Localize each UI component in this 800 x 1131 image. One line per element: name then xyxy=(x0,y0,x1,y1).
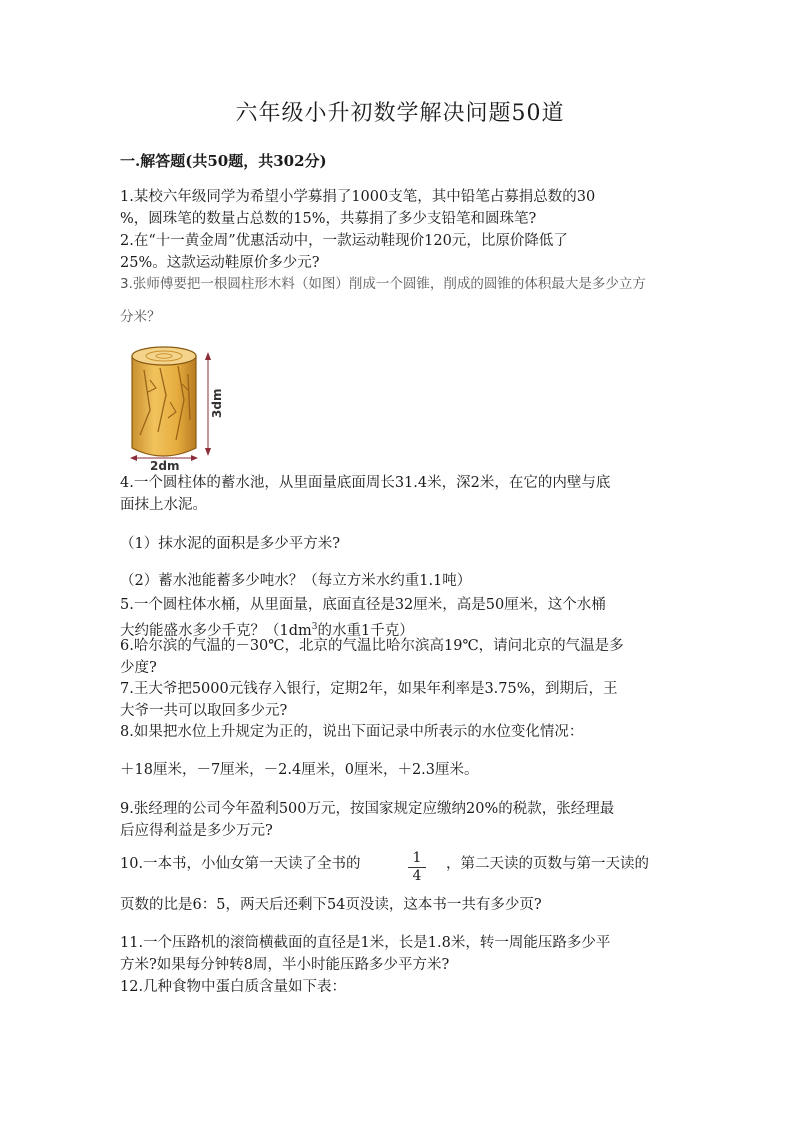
question-2-line-2: 25%。这款运动鞋原价多少元? xyxy=(120,255,320,271)
question-8-line-2: ＋18厘米，－7厘米，－2.4厘米，0厘米，＋2.3厘米。 xyxy=(120,762,479,778)
fraction-one-quarter xyxy=(405,850,429,885)
question-10-line-2: 页数的比是6：5，两天后还剩下54页没读，这本书一共有多少页? xyxy=(120,897,542,913)
question-3-line-2: 分米？ xyxy=(120,309,161,325)
question-9-line-1: 9.张经理的公司今年盈利500万元，按国家规定应缴纳20%的税款，张经理最 xyxy=(120,801,615,817)
question-12-line-1: 12.几种食物中蛋白质含量如下表： xyxy=(120,979,347,995)
question-4-part-1: （1）抹水泥的面积是多少平方米? xyxy=(120,536,340,552)
question-5-line-2-text: 大约能盛水多少千克？（1dm xyxy=(120,622,312,639)
question-3-line-1: 3.张师傅要把一根圆柱形木料（如图）削成一个圆锥，削成的圆锥的体积最大是多少立方 xyxy=(120,276,646,292)
question-4-part-2: （2）蓄水池能蓄多少吨水？（每立方米水约重1.1吨） xyxy=(120,573,472,589)
cylinder-log-figure xyxy=(120,340,250,470)
question-6-line-1: 6.哈尔滨的气温的－30℃，北京的气温比哈尔滨高19℃，请问北京的气温是多 xyxy=(120,638,624,654)
question-5-line-1: 5.一个圆柱体水桶，从里面量，底面直径是32厘米，高是50厘米，这个水桶 xyxy=(120,597,606,613)
question-5-line-2-tail: 的水重1千克） xyxy=(317,622,414,639)
question-1-line-1: 1.某校六年级同学为希望小学募捐了1000支笔，其中铅笔占募捐总数的30 xyxy=(120,189,596,205)
width-label: 2dm xyxy=(150,459,180,470)
fraction-numerator: 1 xyxy=(412,850,422,866)
question-7-line-1: 7.王大爷把5000元钱存入银行，定期2年，如果年利率是3.75%，到期后，王 xyxy=(120,681,618,697)
cube-superscript: 3 xyxy=(311,622,318,632)
section-heading: 一.解答题(共50题，共302分) xyxy=(120,152,327,170)
fraction-denominator: 4 xyxy=(412,868,422,884)
question-1-line-2: %，圆珠笔的数量占总数的15%，共募捐了多少支铅笔和圆珠笔? xyxy=(120,211,537,227)
page-title: 六年级小升初数学解决问题50道 xyxy=(235,101,565,126)
height-label: 3dm xyxy=(210,388,224,418)
question-8-line-1: 8.如果把水位上升规定为正的，说出下面记录中所表示的水位变化情况： xyxy=(120,724,584,740)
question-9-line-2: 后应得利益是多少万元? xyxy=(120,823,273,839)
question-6-line-2: 少度? xyxy=(120,660,157,676)
question-4-line-1: 4.一个圆柱体的蓄水池，从里面量底面周长31.4米，深2米，在它的内壁与底 xyxy=(120,475,611,491)
question-11-line-1: 11.一个压路机的滚筒横截面的直径是1米，长是1.8米，转一周能压路多少平 xyxy=(120,935,611,951)
question-10-line-1-start: 10.一本书，小仙女第一天读了全书的 xyxy=(120,856,361,872)
question-4-line-2: 面抹上水泥。 xyxy=(120,497,207,513)
question-11-line-2: 方米?如果每分钟转8周，半小时能压路多少平方米? xyxy=(120,957,450,973)
question-10-line-1-end: ，第二天读的页数与第一天读的 xyxy=(446,856,649,872)
question-7-line-2: 大爷一共可以取回多少元? xyxy=(120,703,288,719)
question-2-line-1: 2.在“十一黄金周”优惠活动中，一款运动鞋现价120元，比原价降低了 xyxy=(120,233,568,249)
